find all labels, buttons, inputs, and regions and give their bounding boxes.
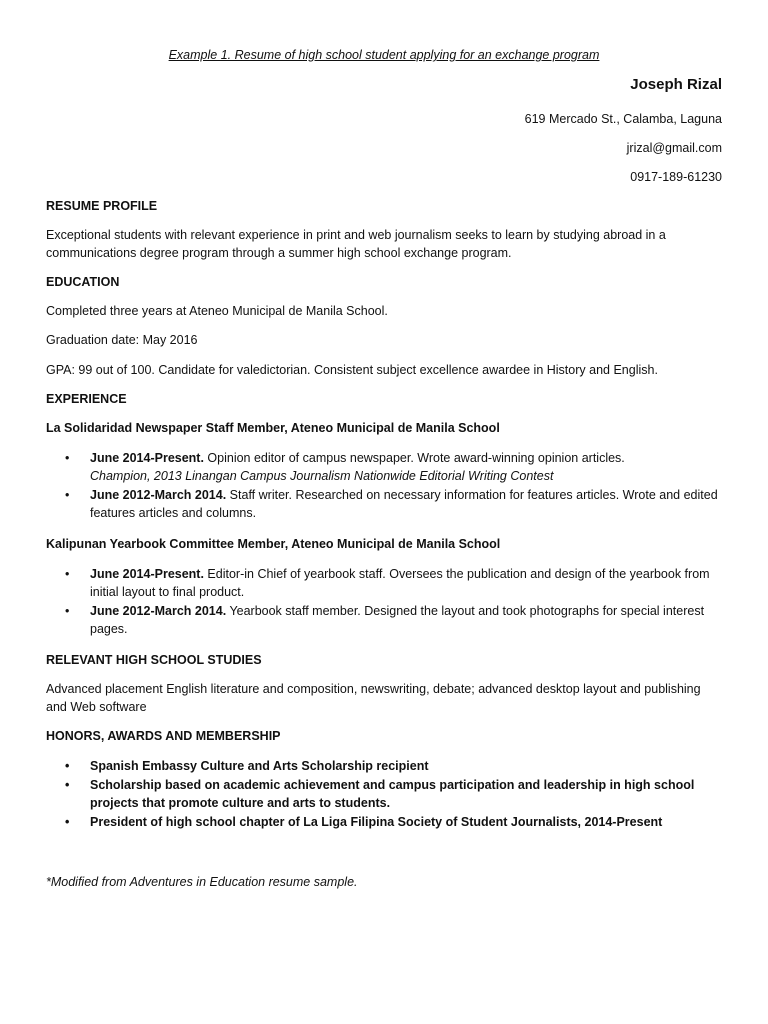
studies-heading: RELEVANT HIGH SCHOOL STUDIES — [46, 653, 262, 667]
bullet-icon: • — [65, 567, 70, 581]
applicant-phone: 0917-189-61230 — [630, 170, 722, 184]
item-date: June 2014-Present. — [90, 567, 204, 581]
item-text: Opinion editor of campus newspaper. Wrote award-winning opinion articles. — [203, 451, 625, 465]
bullet-icon: • — [65, 815, 70, 829]
bullet-icon: • — [65, 604, 70, 618]
bullet-icon: • — [65, 778, 70, 792]
item-text: Editor-in Chief of yearbook staff. Oversees the publication and design of the yearbook from initial layout to final product. — [90, 567, 710, 599]
education-line-graduation: Graduation date: May 2016 — [46, 333, 198, 347]
bullet-icon: • — [65, 488, 70, 502]
education-line-school: Completed three years at Ateneo Municipal de Manila School. — [46, 304, 388, 318]
applicant-address: 619 Mercado St., Calamba, Laguna — [524, 112, 722, 126]
education-heading: EDUCATION — [46, 275, 120, 289]
job-list-newspaper — [46, 449, 722, 523]
honor-text: President of high school chapter of La Liga Filipina Society of Student Journalists, 2014-Present — [90, 815, 663, 829]
honor-text: Spanish Embassy Culture and Arts Scholarship recipient — [90, 759, 429, 773]
item-note: Champion, 2013 Linangan Campus Journalism Nationwide Editorial Writing Contest — [90, 469, 554, 483]
list-item — [46, 449, 722, 485]
profile-heading: RESUME PROFILE — [46, 199, 158, 213]
applicant-name: Joseph Rizal — [630, 76, 722, 93]
applicant-email: jrizal@gmail.com — [626, 141, 722, 155]
list-item — [46, 776, 722, 812]
job-title-yearbook: Kalipunan Yearbook Committee Member, Ateneo Municipal de Manila School — [46, 537, 501, 551]
document-caption: Example 1. Resume of high school student applying for an exchange program — [168, 48, 600, 62]
footnote: *Modified from Adventures in Education resume sample. — [46, 875, 358, 889]
list-item — [46, 813, 722, 831]
education-line-gpa: GPA: 99 out of 100. Candidate for valedictorian. Consistent subject excellence awardee in History and English. — [46, 363, 658, 377]
list-item — [46, 565, 722, 601]
item-date: June 2012-March 2014. — [90, 604, 227, 618]
studies-text: Advanced placement English literature and composition, newswriting, debate; advanced desktop layout and publishing and Web software — [46, 682, 701, 714]
experience-heading: EXPERIENCE — [46, 392, 127, 406]
item-text: Staff writer. Researched on necessary information for features articles. Wrote and edited features articles and columns. — [90, 488, 718, 520]
bullet-icon: • — [65, 759, 70, 773]
list-item — [46, 602, 722, 638]
honors-heading: HONORS, AWARDS AND MEMBERSHIP — [46, 729, 281, 743]
list-item — [46, 486, 722, 522]
honors-list — [46, 757, 722, 832]
job-title-newspaper: La Solidaridad Newspaper Staff Member, Ateneo Municipal de Manila School — [46, 421, 500, 435]
job-list-yearbook — [46, 565, 722, 639]
item-date: June 2014-Present. — [90, 451, 204, 465]
list-item — [46, 757, 722, 775]
bullet-icon: • — [65, 451, 70, 465]
item-date: June 2012-March 2014. — [90, 488, 227, 502]
honor-text: Scholarship based on academic achievement and campus participation and leadership in high school projects that promote culture and arts to students. — [90, 778, 695, 810]
profile-text: Exceptional students with relevant experience in print and web journalism seeks to learn by studying abroad in a communications degree program through a summer high school exchange program. — [46, 228, 666, 260]
item-text: Yearbook staff member. Designed the layout and took photographs for special interest pages. — [90, 604, 705, 636]
